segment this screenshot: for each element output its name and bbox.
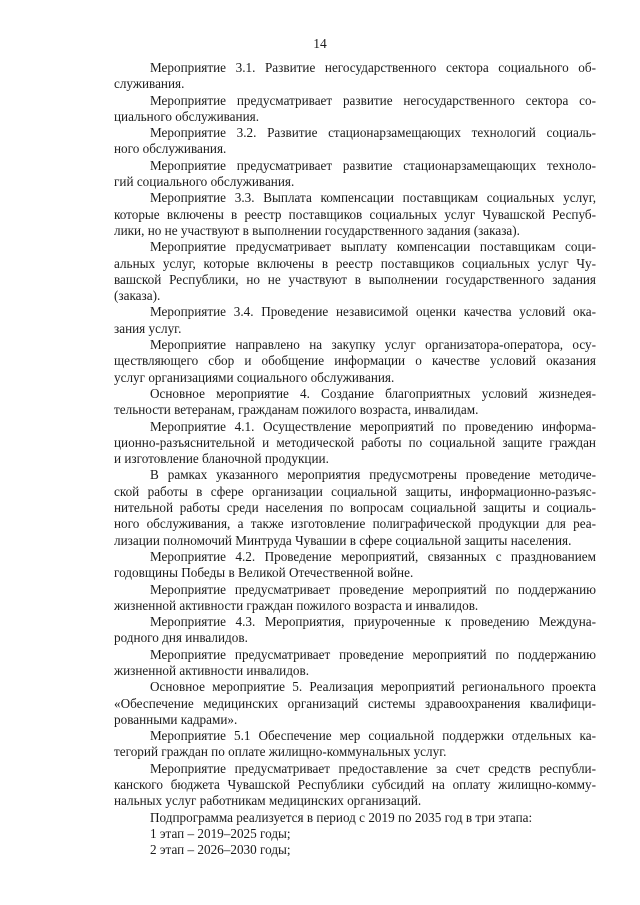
text-line: ществляющего сбор и обобщение информации о качестве условий оказания [114, 353, 596, 369]
text-line: Мероприятие 3.3. Выплата компенсации поставщикам социальных услуг, [150, 190, 596, 206]
paragraph [114, 386, 596, 419]
text-line: жизненной активности инвалидов. [114, 662, 310, 678]
paragraph [114, 93, 596, 126]
text-line: служивания. [114, 76, 185, 92]
text-line: Мероприятие 4.2. Проведение мероприятий, связанных с празднованием [150, 548, 596, 564]
text-line: ного обслуживания, а также изготовление полиграфической продукции для реа- [114, 516, 596, 532]
text-line: родного дня инвалидов. [114, 630, 248, 646]
text-line: и изготовление бланочной продукции. [114, 451, 329, 467]
paragraph [114, 582, 596, 615]
paragraph [114, 728, 596, 761]
text-line: (заказа). [114, 288, 161, 304]
paragraph [114, 810, 596, 826]
text-line: В рамках указанного мероприятия предусмотрены проведение методиче- [150, 467, 596, 483]
paragraph [114, 826, 596, 842]
text-line: Мероприятие 3.4. Проведение независимой оценки качества условий ока- [150, 304, 596, 320]
text-line: Мероприятие предусматривает проведение мероприятий по поддержанию [150, 581, 596, 597]
text-line: Мероприятие предусматривает выплату компенсации поставщикам соци- [150, 239, 596, 255]
paragraph [114, 549, 596, 582]
text-line: 2 этап – 2026–2030 годы; [150, 842, 291, 858]
text-line: Мероприятие предусматривает проведение мероприятий по поддержанию [150, 646, 596, 662]
paragraph [114, 679, 596, 728]
text-line: годовщины Победы в Великой Отечественной войне. [114, 565, 414, 581]
text-line: лизации полномочий Минтруда Чувашии в сфере социальной защиты населения. [114, 532, 572, 548]
text-line: альных услуг, которые включены в реестр поставщиков социальных услуг Чу- [114, 255, 596, 271]
text-line: 1 этап – 2019–2025 годы; [150, 825, 291, 841]
paragraph [114, 239, 596, 304]
text-line: нительной работы среди населения по вопросам социальной защиты и социаль- [114, 500, 596, 516]
text-line: Мероприятие 4.3. Мероприятия, приуроченные к проведению Междуна- [150, 614, 596, 630]
text-line: «Обеспечение медицинских организаций системы здравоохранения квалифици- [114, 695, 596, 711]
text-line: Подпрограмма реализуется в период с 2019 по 2035 год в три этапа: [150, 809, 533, 825]
text-line: Мероприятие 4.1. Осуществление мероприятий по проведению информа- [150, 418, 596, 434]
text-line: вашской Республики, но не участвуют в выполнении государственного задания [114, 271, 596, 287]
paragraph [114, 614, 596, 647]
text-line: зания услуг. [114, 320, 182, 336]
text-line: Основное мероприятие 5. Реализация мероприятий регионального проекта [150, 679, 596, 695]
text-line: канского бюджета Чувашской Республики субсидий на оплату жилищно-комму- [114, 777, 596, 793]
text-line: тегорий граждан по оплате жилищно-коммунальных услуг. [114, 744, 447, 760]
paragraph [114, 467, 596, 548]
text-line: Мероприятие 3.2. Развитие стационарзамещающих технологий социаль- [150, 125, 596, 141]
text-line: тельности ветеранам, гражданам пожилого возраста, инвалидам. [114, 402, 479, 418]
text-line: ционно-разъяснительной и методической работы по социальной защите граждан [114, 434, 596, 450]
text-line: Мероприятие 3.1. Развитие негосударственного сектора социального об- [150, 60, 596, 75]
paragraph [114, 337, 596, 386]
text-line: услуг организациями социального обслуживания. [114, 369, 395, 385]
text-line: Мероприятие предусматривает предоставление за счет средств республи- [150, 760, 596, 776]
text-line: жизненной активности граждан пожилого возраста и инвалидов. [114, 597, 479, 613]
text-line: рованными кадрами». [114, 711, 238, 727]
text-line: ного обслуживания. [114, 141, 227, 157]
text-line: которые включены в реестр поставщиков социальных услуг Чувашской Респуб- [114, 206, 596, 222]
text-line: нальных услуг работникам медицинских организаций. [114, 793, 422, 809]
text-line: гий социального обслуживания. [114, 174, 295, 190]
text-line: Мероприятие предусматривает развитие стационарзамещающих техноло- [150, 157, 596, 173]
text-line: циального обслуживания. [114, 108, 260, 124]
text-line: Основное мероприятие 4. Создание благоприятных условий жизнедея- [150, 385, 596, 401]
text-line: лики, но не участвуют в выполнении государственного задания (заказа). [114, 222, 520, 238]
paragraph [114, 419, 596, 468]
text-line: Мероприятие предусматривает развитие негосударственного сектора со- [150, 92, 596, 108]
paragraph [114, 842, 596, 858]
paragraph [114, 647, 596, 680]
page-number: 14 [313, 36, 327, 51]
paragraph [114, 158, 596, 191]
document-body [114, 60, 596, 859]
text-line: Мероприятие 5.1 Обеспечение мер социальной поддержки отдельных ка- [150, 728, 596, 744]
paragraph [114, 125, 596, 158]
paragraph [114, 190, 596, 239]
text-line: ской работы в сфере организации социальной защиты, информационно-разъяс- [114, 483, 596, 499]
paragraph [114, 761, 596, 810]
paragraph [114, 304, 596, 337]
text-line: Мероприятие направлено на закупку услуг организатора-оператора, осу- [150, 337, 596, 353]
paragraph [114, 60, 596, 93]
